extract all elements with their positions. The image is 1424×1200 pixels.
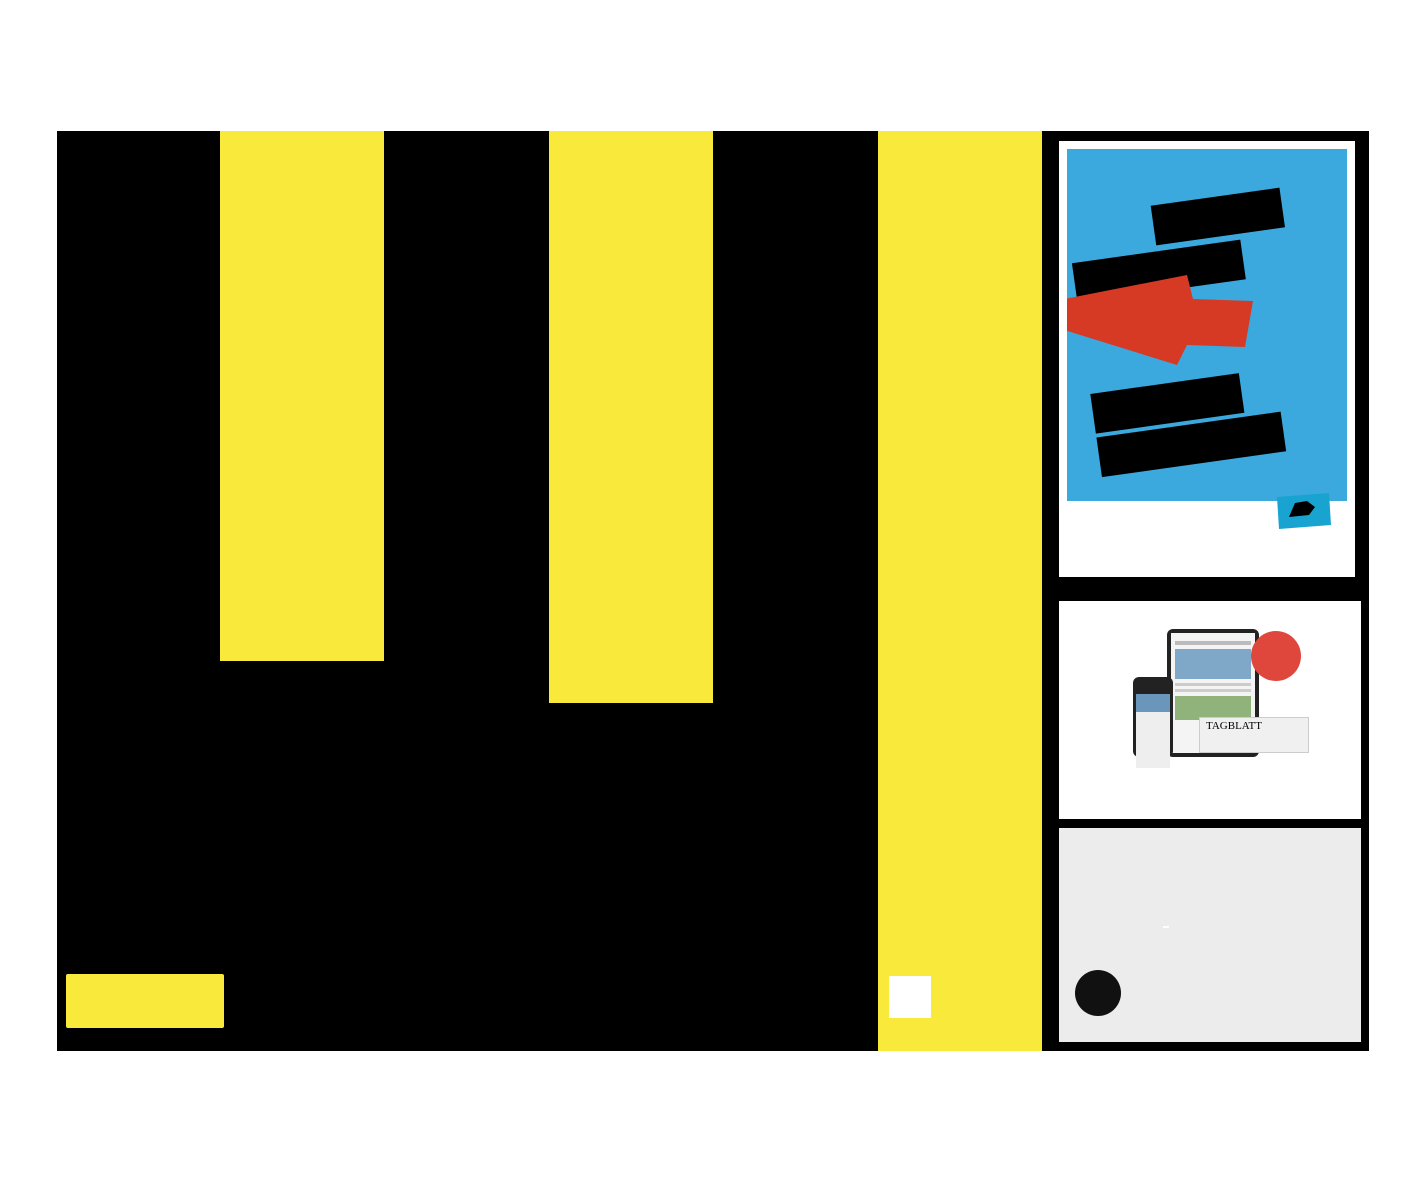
tagblatt-devices [1069,617,1351,767]
apple-cider-ad[interactable] [1059,828,1361,1042]
cider-bottles [1179,846,1359,1036]
info-box [66,974,224,1028]
column-4 [549,131,713,703]
cider-clan-logo [1075,970,1121,1016]
cider-sub [1163,926,1169,928]
column-3 [384,131,549,149]
column-1 [57,131,220,149]
tagblatt-newspaper: TAGBLATT [1199,717,1309,753]
fm1-ad[interactable] [1059,141,1355,577]
column-5 [713,131,878,149]
arrow-annotation [1067,149,1347,501]
column-2 [220,131,384,661]
fm1-logo [1271,491,1337,557]
cider-title-1 [1071,841,1081,842]
event-program-sheet [57,131,1369,1051]
qr-code[interactable] [889,976,931,1018]
cider-title [1071,841,1081,842]
column-6 [878,131,1042,1051]
tagblatt-ad[interactable] [1059,601,1361,819]
tagblatt-price-badge [1251,631,1301,681]
